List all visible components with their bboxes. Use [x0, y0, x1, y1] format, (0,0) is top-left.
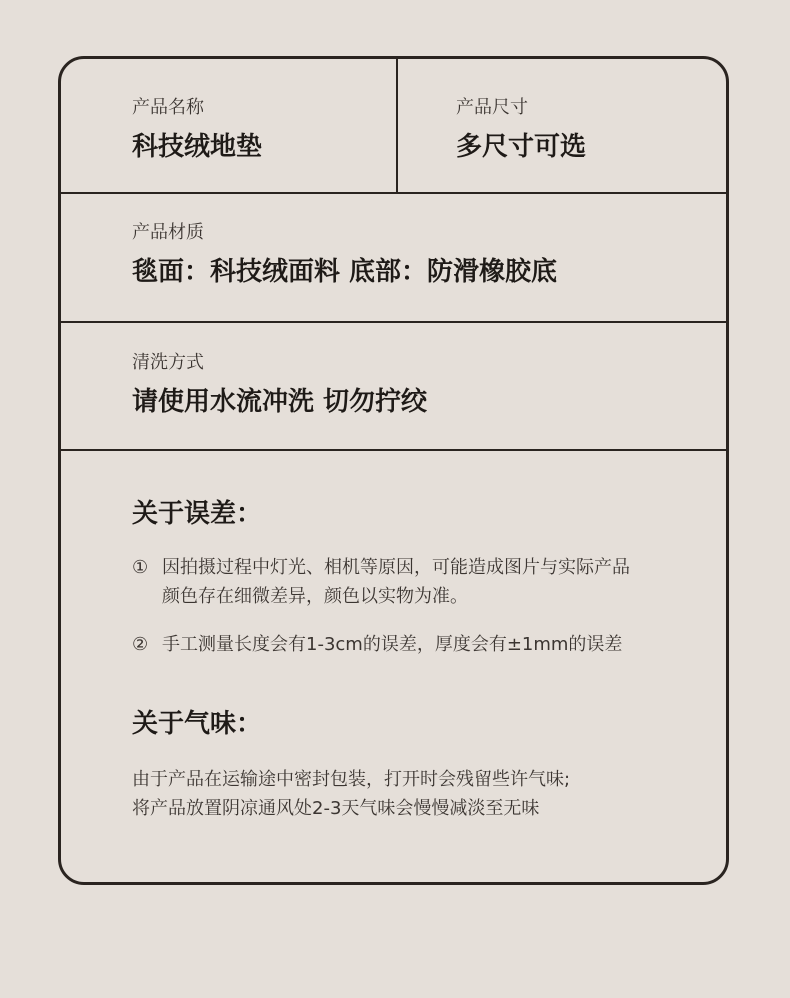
- error-note-2: [132, 630, 622, 659]
- smell-line-1: 由于产品在运输途中密封包装，打开时会残留些许气味;: [132, 769, 571, 790]
- material-cell: [132, 221, 557, 289]
- note-1-line-2: 颜色存在细微差异，颜色以实物为准。: [162, 586, 468, 607]
- product-size-cell: [456, 96, 586, 164]
- product-info-card: [58, 56, 729, 885]
- error-section-title: 关于误差：: [132, 499, 263, 529]
- wash-cell: [132, 351, 427, 419]
- smell-paragraph: [132, 765, 570, 823]
- error-note-1: [132, 553, 630, 611]
- product-size-value: 多尺寸可选: [456, 132, 587, 162]
- spec-row-wash: [61, 323, 726, 451]
- material-value: 毯面：科技绒面料 底部：防滑橡胶底: [132, 257, 558, 287]
- note-marker-2: ②: [132, 634, 149, 655]
- spec-row-name-size: [61, 59, 726, 194]
- product-name-label: 产品名称: [132, 97, 204, 118]
- note-2-line-1: 手工测量长度会有1-3cm的误差，厚度会有±1mm的误差: [162, 634, 623, 655]
- wash-label: 清洗方式: [132, 352, 204, 373]
- smell-line-2: 将产品放置阴凉通风处2-3天气味会慢慢减淡至无味: [132, 798, 540, 819]
- smell-section-title: 关于气味：: [132, 709, 263, 739]
- vertical-divider: [396, 59, 398, 194]
- material-label: 产品材质: [132, 222, 204, 243]
- note-1-line-1: 因拍摄过程中灯光、相机等原因，可能造成图片与实际产品: [162, 557, 630, 578]
- product-name-value: 科技绒地垫: [132, 132, 263, 162]
- wash-value: 请使用水流冲洗 切勿拧绞: [132, 387, 428, 417]
- product-size-label: 产品尺寸: [456, 97, 528, 118]
- product-name-cell: [132, 96, 262, 164]
- note-marker-1: ①: [132, 557, 149, 578]
- spec-row-material: [61, 194, 726, 323]
